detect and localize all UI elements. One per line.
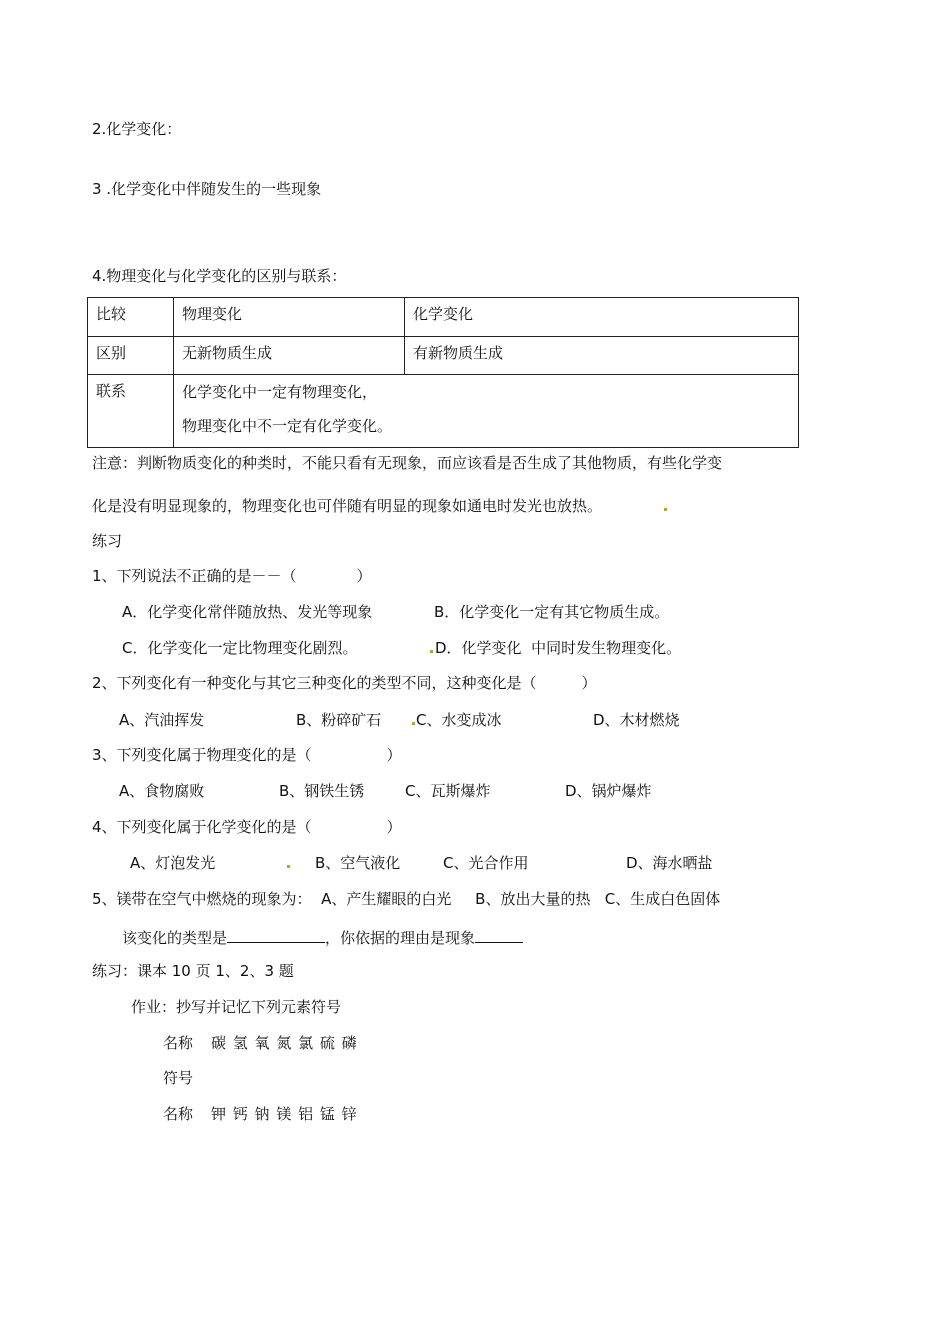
question-1-option-b: B．化学变化一定有其它物质生成。 <box>434 603 670 621</box>
homework-row-symbols: 符号 <box>163 1069 194 1087</box>
question-2-option-a: A、汽油挥发 <box>119 711 205 729</box>
question-3-option-d: D、锅炉爆炸 <box>565 782 652 800</box>
question-4-option-a: A、灯泡发光 <box>130 854 216 872</box>
question-3-stem: 3、下列变化属于物理变化的是（ ） <box>92 746 402 764</box>
speck-mark <box>287 865 290 868</box>
question-2-stem: 2、下列变化有一种变化与其它三种变化的类型不同，这种变化是（ ） <box>92 674 597 692</box>
speck-mark <box>430 650 433 653</box>
question-4-option-d: D、海水晒盐 <box>626 854 713 872</box>
question-5-type-prompt: 该变化的类型是 <box>122 929 228 947</box>
question-2-option-b: B、粉碎矿石 <box>296 711 382 729</box>
homework-row-label: 名称 <box>163 1105 194 1123</box>
question-4-option-b: B、空气液化 <box>315 854 401 872</box>
connection-line-2: 物理变化中不一定有化学变化。 <box>182 417 393 435</box>
homework-row-label: 名称 <box>163 1034 194 1052</box>
table-cell-chemical-difference: 有新物质生成 <box>405 337 799 375</box>
question-1-option-c: C．化学变化一定比物理变化剧烈。 <box>122 639 358 657</box>
table-header-compare: 比较 <box>88 298 174 337</box>
answer-blank-reason[interactable] <box>475 926 523 943</box>
question-2-option-c: C、水变成冰 <box>416 711 502 729</box>
question-1-option-a: A．化学变化常伴随放热、发光等现象 <box>122 603 373 621</box>
section-4-heading: 4.物理变化与化学变化的区别与联系： <box>92 267 347 285</box>
homework-row-names-2 <box>163 1104 358 1124</box>
homework-title: 作业：抄写并记忆下列元素符号 <box>131 998 342 1016</box>
question-1-option-d: D．化学变化 中同时发生物理变化。 <box>435 639 682 657</box>
table-row-label-connection: 联系 <box>88 375 174 448</box>
speck-mark <box>664 508 667 511</box>
speck-mark <box>412 722 415 725</box>
table-header-chemical: 化学变化 <box>405 298 799 337</box>
element-names-2: 钾 钙 钠 镁 铝 锰 锌 <box>211 1105 358 1123</box>
table-row-label-difference: 区别 <box>88 337 174 375</box>
exercise-title: 练习 <box>92 532 123 550</box>
homework-row-names-1 <box>163 1033 358 1053</box>
section-3-heading: 3 .化学变化中伴随发生的一些现象 <box>92 180 322 198</box>
question-3-option-a: A、食物腐败 <box>119 782 205 800</box>
question-1-stem: 1、下列说法不正确的是－－（ ） <box>92 567 372 585</box>
question-5-stem: 5、镁带在空气中燃烧的现象为： A、产生耀眼的白光 B、放出大量的热 C、生成白色固体 <box>92 890 721 908</box>
question-4-stem: 4、下列变化属于化学变化的是（ ） <box>92 818 402 836</box>
element-names-1: 碳 氢 氧 氮 氯 硫 磷 <box>211 1034 358 1052</box>
comparison-table <box>87 297 799 448</box>
question-3-option-c: C、瓦斯爆炸 <box>405 782 491 800</box>
connection-line-1: 化学变化中一定有物理变化， <box>182 383 378 401</box>
table-cell-physical-difference: 无新物质生成 <box>174 337 405 375</box>
question-5-answer-line <box>122 926 523 948</box>
question-5-reason-prompt: ，你依据的理由是现象 <box>325 929 476 947</box>
note-line-2: 化是没有明显现象的，物理变化也可伴随有明显的现象如通电时发光也放热。 <box>92 497 603 515</box>
table-cell-connection <box>174 375 799 448</box>
question-2-option-d: D、木材燃烧 <box>593 711 680 729</box>
table-header-physical: 物理变化 <box>174 298 405 337</box>
question-3-option-b: B、钢铁生锈 <box>279 782 365 800</box>
question-4-option-c: C、光合作用 <box>443 854 529 872</box>
note-line-1: 注意：判断物质变化的种类时，不能只看有无现象，而应该看是否生成了其他物质，有些化学变 <box>92 454 723 472</box>
section-2-heading: 2.化学变化： <box>92 120 182 138</box>
answer-blank-type[interactable] <box>227 926 325 943</box>
practice-line: 练习：课本 10 页 1、2、3 题 <box>92 962 294 980</box>
